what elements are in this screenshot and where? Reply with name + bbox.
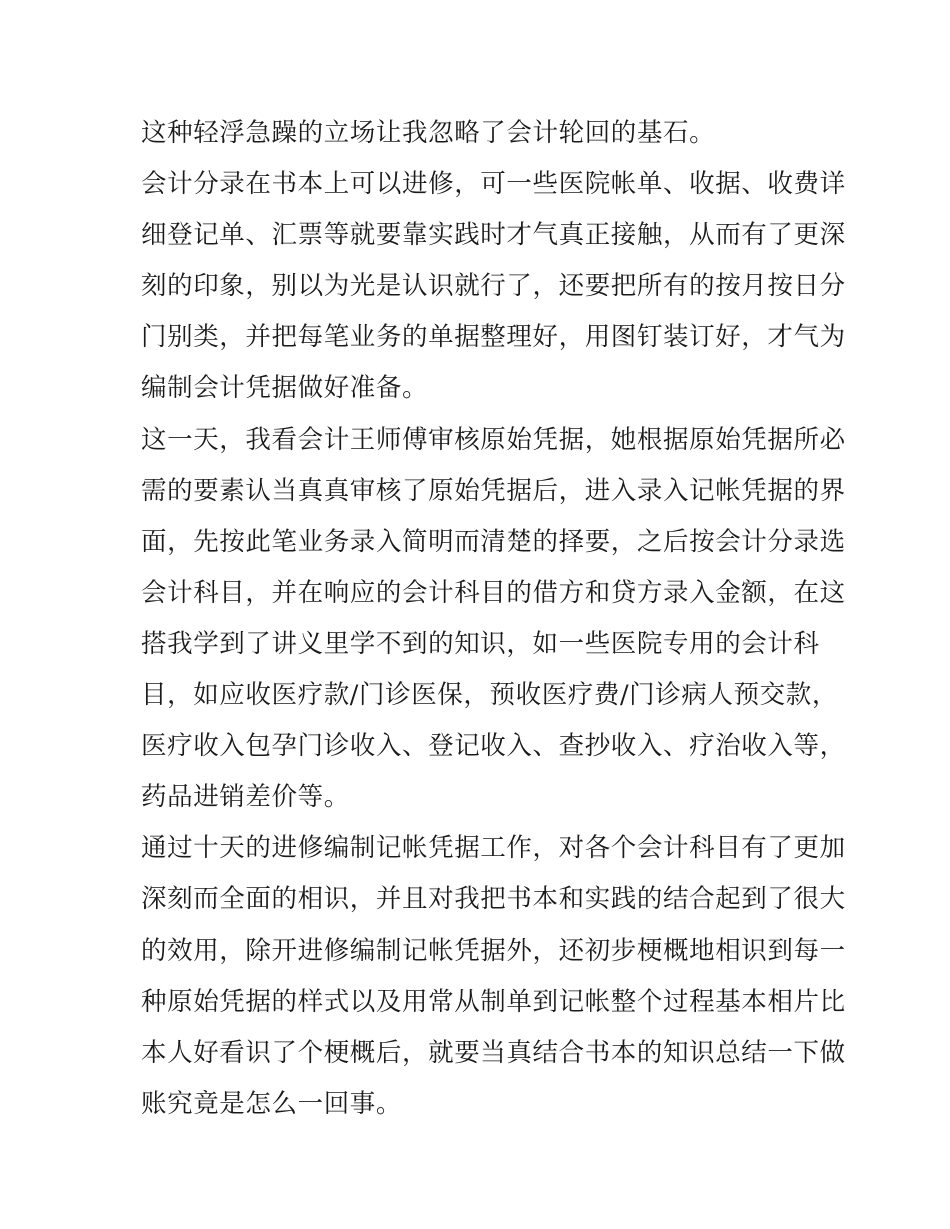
text-line: 本人好看识了个梗概后，就要当真结合书本的知识总结一下做 bbox=[141, 1037, 846, 1068]
text-line: 搭我学到了讲义里学不到的知识，如一些医院专用的会计科 bbox=[141, 628, 820, 659]
text-line: 会计分录在书本上可以进修，可一些医院帐单、收据、收费详 bbox=[141, 169, 846, 200]
text-line: 的效用，除开进修编制记帐凭据外，还初步梗概地相识到每一 bbox=[141, 935, 846, 966]
text-line: 深刻而全面的相识，并且对我把书本和实践的结合起到了很大 bbox=[141, 884, 846, 915]
text-line: 会计科目，并在响应的会计科目的借方和贷方录入金额，在这 bbox=[141, 577, 846, 608]
text-line: 细登记单、汇票等就要靠实践时才气真正接触，从而有了更深 bbox=[141, 220, 846, 251]
document-body bbox=[141, 108, 846, 1130]
text-line: 编制会计凭据做好准备。 bbox=[141, 373, 429, 404]
text-line: 面，先按此笔业务录入简明而清楚的择要，之后按会计分录选 bbox=[141, 526, 846, 557]
text-line: 目，如应收医疗款/门诊医保，预收医疗费/门诊病人预交款， bbox=[141, 680, 838, 711]
text-line: 这一天，我看会计王师傅审核原始凭据，她根据原始凭据所必 bbox=[141, 424, 846, 455]
text-line: 种原始凭据的样式以及用常从制单到记帐整个过程基本相片比 bbox=[141, 986, 846, 1017]
text-line: 账究竟是怎么一回事。 bbox=[141, 1088, 403, 1119]
text-line: 门别类，并把每笔业务的单据整理好，用图钉装订好，才气为 bbox=[141, 322, 846, 353]
text-line: 这种轻浮急躁的立场让我忽略了会计轮回的基石。 bbox=[141, 118, 716, 148]
text-line: 药品进销差价等。 bbox=[141, 782, 350, 813]
text-line: 需的要素认当真真审核了原始凭据后，进入录入记帐凭据的界 bbox=[141, 475, 846, 506]
text-line: 医疗收入包孕门诊收入、登记收入、查抄收入、疗治收入等， bbox=[141, 731, 846, 762]
text-line: 刻的印象，别以为光是认识就行了，还要把所有的按月按日分 bbox=[141, 271, 846, 302]
text-line: 通过十天的进修编制记帐凭据工作，对各个会计科目有了更加 bbox=[141, 833, 846, 864]
